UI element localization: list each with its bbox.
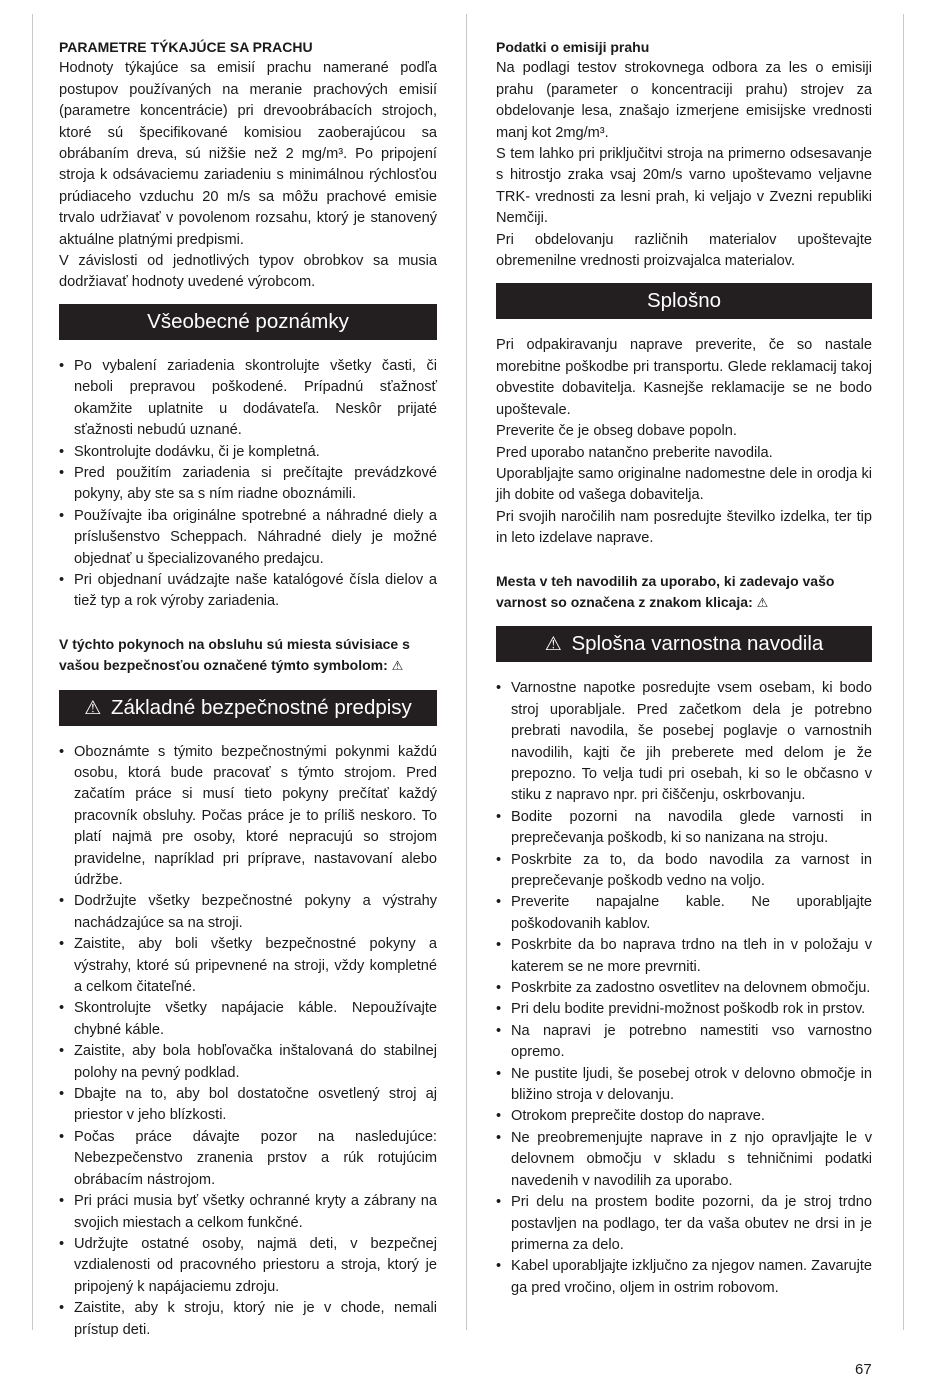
- list-item: [59, 742, 437, 892]
- general-safety-list: [496, 678, 872, 1299]
- list-item-text: Poskrbite da bo naprava trdno na tleh in v položaju v katerem se ne more prevrniti.: [511, 937, 872, 975]
- bullet-icon: •: [496, 808, 502, 825]
- warning-triangle-icon: ⚠: [84, 696, 102, 719]
- bullet-icon: •: [59, 464, 65, 481]
- spacer: [496, 550, 872, 571]
- list-item: [59, 891, 437, 934]
- dust-parameters-text: Hodnoty týkajúce sa emisií prachu namerané podľa postupov používaných na meranie prachových emisií (parametre koncentrácie) pri drevoobrábacích strojoch, ktoré sú špecifikované komisiou zaoberajúcou sa obrábaním dreva, sú nižšie než 2 mg/m³. Po pripojení stroja k odsávaciemu zariadeniu s minimálnou rýchlosťou prúdiaceho vzduchu 20 m/s sa môžu prachové emisie trvalo udržiavať v povolenom rozsahu, ktorý je stanovený aktuálne platnými predpismi.: [59, 60, 437, 248]
- list-item-text: Počas práce dávajte pozor na nasledujúce: Nebezpečenstvo zranenia prstov a rúk rotujúcim obrábacím nástrojom.: [74, 1128, 437, 1188]
- list-item-text: Po vybalení zariadenia skontrolujte všetky časti, či neboli prepravou poškodené. Prípadnú sťažnosť okamžite uplatnite u dodávateľa. Neskôr prijaté sťažnosti nebudú uznané.: [74, 357, 437, 439]
- list-item-text: Poskrbite za zadostno osvetlitev na delovnem območju.: [511, 980, 871, 997]
- general-notes-heading: [59, 304, 437, 340]
- list-item-text: Otrokom preprečite dostop do naprave.: [511, 1108, 765, 1125]
- general-notes-heading-text: Všeobecné poznámky: [147, 309, 349, 333]
- dust-parameters-text-2: V závislosti od jednotlivých typov obrobkov sa musia dodržiavať hodnoty uvedené výrobcom.: [59, 253, 437, 291]
- list-item: [59, 506, 437, 570]
- general-notes-list: [59, 356, 437, 613]
- bullet-icon: •: [496, 851, 502, 868]
- bullet-icon: •: [59, 936, 65, 953]
- list-item-text: Používajte iba originálne spotrebné a náhradné diely a príslušenstvo Scheppach. Náhradné diely je možné objednať u špecializovaného predajcu.: [74, 507, 437, 567]
- general-safety-heading: [496, 626, 872, 662]
- general-line: Uporabljajte samo originalne nadomestne dele in orodja ki jih dobite od vašega dobavitelja.: [496, 465, 872, 504]
- list-item: [496, 1106, 872, 1127]
- list-item: [496, 1128, 872, 1192]
- dust-emission-text-3: Pri obdelovanju različnih materialov upoštevajte obremenilne vrednosti proizvajalca materialov.: [496, 231, 872, 270]
- list-item: [59, 1234, 437, 1298]
- list-item: [496, 999, 872, 1020]
- list-item-text: Pri práci musia byť všetky ochranné kryty a zábrany na svojich miestach a celkom funkčné.: [74, 1193, 437, 1231]
- right-border-line: [903, 14, 904, 1330]
- left-column: [59, 37, 437, 1341]
- bullet-icon: •: [496, 1129, 502, 1146]
- list-item-text: Bodite pozorni na navodila glede varnosti in preprečevanja poškodb, ki so nanizana na stroju.: [511, 808, 872, 847]
- list-item: [59, 1191, 437, 1234]
- dust-parameters-title: PARAMETRE TÝKAJÚCE SA PRACHU: [59, 39, 313, 55]
- list-item-text: Zaistite, aby k stroju, ktorý nie je v chode, nemali prístup deti.: [74, 1300, 437, 1338]
- safety-symbol-note-text: Mesta v teh navodilih za uporabo, ki zadevajo vašo varnost so označena z znakom klicaja:: [496, 572, 835, 610]
- list-item-text: Pri objednaní uvádzajte naše katalógové čísla dielov a tiež typ a rok výroby zariadenia.: [74, 571, 437, 610]
- basic-safety-heading: [59, 690, 437, 726]
- list-item: [59, 1041, 437, 1084]
- spacer: [59, 613, 437, 634]
- general-safety-heading-text: Splošna varnostna navodila: [571, 632, 824, 656]
- bullet-icon: •: [59, 1235, 65, 1252]
- bullet-icon: •: [59, 1128, 65, 1145]
- list-item: [59, 1127, 437, 1191]
- general-heading-text: Splošno: [646, 289, 722, 313]
- list-item: [496, 1021, 872, 1064]
- bullet-icon: •: [59, 743, 65, 760]
- bullet-icon: •: [496, 1108, 502, 1125]
- dust-emission-text-2: S tem lahko pri priključitvi stroja na primerno odsesavanje s hitrostjo zraka vsaj 20m/s varno upoštevamo veljavne TRK- vrednosti za lesni prah, ki veljajo v Zvezni republiki Nemčiji.: [496, 146, 872, 227]
- list-item: [496, 935, 872, 978]
- list-item: [496, 978, 872, 999]
- bullet-icon: •: [496, 1022, 502, 1039]
- general-line: Pri odpakiravanju naprave preverite, če so nastale morebitne poškodbe pri transportu. Glede reklamacij takoj obvestite dobavitelja. Kasnejše reklamacije se ne bodo upoštevale.: [496, 337, 872, 418]
- warning-triangle-icon: ⚠: [756, 595, 769, 611]
- list-item-text: Udržujte ostatné osoby, najmä deti, v bezpečnej vzdialenosti od pracovného priestoru a stroja, ktorý je pripojený k napájaciemu zdroju.: [74, 1235, 437, 1295]
- page-number: 67: [855, 1361, 872, 1378]
- list-item-text: Oboznámte s týmito bezpečnostnými pokynmi každú osobu, ktorá bude pracovať s týmto strojom. Pred začatím práce si musí tieto pokyny prečítať každý pracovník obsluhy. Počas práce je to príliš neskoro. To platí najmä pre osoby, ktoré nepracujú so strojom pravidelne, napríklad pri príprave, nastavovaní alebo údržbe.: [74, 743, 437, 888]
- list-item: [59, 934, 437, 998]
- dust-emission-text: Na podlagi testov strokovnega odbora za les o emisiji prahu (parameter o koncentraciji prahu) strojev za obdelovanje lesa, znašajo izmerjene emisijske vrednosti manj kot 2mg/m³.: [496, 60, 872, 141]
- bullet-icon: •: [496, 980, 502, 997]
- bullet-icon: •: [59, 893, 65, 910]
- bullet-icon: •: [496, 937, 502, 954]
- safety-symbol-note: [496, 571, 872, 615]
- list-item-text: Kabel uporabljajte izključno za njegov namen. Zavarujte ga pred vročino, oljem in ostrim robovom.: [511, 1258, 873, 1296]
- list-item-text: Poskrbite za to, da bodo navodila za varnost in preprečevanje poškodb vedno na voljo.: [511, 851, 872, 889]
- bullet-icon: •: [496, 1258, 502, 1275]
- bullet-icon: •: [59, 1086, 65, 1103]
- list-item: [496, 807, 872, 850]
- list-item-text: Pri delu bodite previdni-možnost poškodb rok in prstov.: [511, 1001, 866, 1018]
- bullet-icon: •: [496, 1194, 502, 1211]
- bullet-icon: •: [59, 443, 65, 460]
- list-item: [496, 678, 872, 806]
- column-divider: [466, 14, 467, 1330]
- list-item-text: Ne pustite ljudi, še posebej otrok v delovno območje in bližino stroja v delovanju.: [511, 1065, 872, 1104]
- list-item: [496, 850, 872, 893]
- list-item: [496, 1064, 872, 1107]
- list-item: [59, 356, 437, 442]
- list-item: [496, 892, 872, 935]
- list-item: [496, 1192, 872, 1256]
- list-item: [59, 998, 437, 1041]
- list-item-text: Na napravi je potrebno namestiti vso varnostno opremo.: [511, 1022, 872, 1061]
- list-item-text: Pred použitím zariadenia si prečítajte prevádzkové pokyny, aby ste sa s ním riadne oboznámili.: [74, 464, 437, 503]
- right-column: [496, 37, 872, 1299]
- list-item: [496, 1256, 872, 1299]
- bullet-icon: •: [59, 1000, 65, 1017]
- bullet-icon: •: [59, 1043, 65, 1060]
- list-item-text: Varnostne napotke posredujte vsem osebam, ki bodo stroj uporabljale. Pred začetkom dela je potrebno prebrati navodila, še posebej poglavje o varnostnih navodilih, kajti če jih preberete med delom je že prepozno. To velja tudi pri osebah, ki so le občasno v stiku z napravo npr. pri čiščenju, oskrbovanju.: [511, 680, 872, 804]
- general-section: [496, 335, 872, 549]
- list-item-text: Dodržujte všetky bezpečnostné pokyny a výstrahy nachádzajúce sa na stroji.: [74, 893, 437, 931]
- general-heading: [496, 283, 872, 319]
- bullet-icon: •: [59, 357, 65, 374]
- basic-safety-heading-text: Základné bezpečnostné predpisy: [110, 695, 412, 719]
- list-item-text: Zaistite, aby boli všetky bezpečnostné pokyny a výstrahy, ktoré sú pripevnené na stroji, vždy kompletné a celkom čitateľné.: [74, 936, 437, 996]
- list-item: [59, 1084, 437, 1127]
- bullet-icon: •: [59, 507, 65, 524]
- bullet-icon: •: [59, 1193, 65, 1210]
- list-item-text: Preverite napajalne kable. Ne uporabljajte poškodovanih kablov.: [511, 894, 872, 932]
- bullet-icon: •: [59, 1300, 65, 1317]
- general-line: Pred uporabo natančno preberite navodila.: [496, 444, 773, 461]
- bullet-icon: •: [496, 1065, 502, 1082]
- bullet-icon: •: [59, 571, 65, 588]
- list-item-text: Skontrolujte dodávku, či je kompletná.: [74, 443, 320, 460]
- list-item-text: Dbajte na to, aby bol dostatočne osvetlený stroj aj priestor v jeho blízkosti.: [74, 1086, 437, 1124]
- warning-triangle-icon: ⚠: [391, 659, 404, 675]
- bullet-icon: •: [496, 894, 502, 911]
- list-item: [59, 463, 437, 506]
- list-item-text: Ne preobremenjujte naprave in z njo opravljajte le v delovnem območju v skladu s tehničnimi podatki navedenih v navodilih za uporabo.: [511, 1129, 872, 1189]
- dust-emission-title: Podatki o emisiji prahu: [496, 39, 650, 55]
- basic-safety-list: [59, 742, 437, 1341]
- general-line: Pri svojih naročilih nam posredujte številko izdelka, ter tip in leto izdelave naprave.: [496, 508, 872, 547]
- list-item-text: Zaistite, aby bola hobľovačka inštalovaná do stabilnej polohy na pevný podklad.: [74, 1043, 437, 1081]
- bullet-icon: •: [496, 1001, 502, 1018]
- safety-symbol-note-text: V týchto pokynoch na obsluhu sú miesta súvisiace s vašou bezpečnosťou označené týmto symbolom:: [59, 635, 410, 674]
- list-item-text: Skontrolujte všetky napájacie káble. Nepoužívajte chybné káble.: [74, 1000, 437, 1038]
- list-item: [59, 570, 437, 613]
- left-border-line: [32, 14, 33, 1330]
- safety-symbol-note: [59, 634, 437, 678]
- list-item: [59, 442, 437, 463]
- bullet-icon: •: [496, 680, 502, 697]
- list-item: [59, 1298, 437, 1341]
- list-item-text: Pri delu na prostem bodite pozorni, da je stroj trdno postavljen na podlago, ter da vaša obutev ne drsi in je primerna za delo.: [511, 1194, 872, 1253]
- general-line: Preverite če je obseg dobave popoln.: [496, 423, 737, 440]
- warning-triangle-icon: ⚠: [544, 633, 562, 656]
